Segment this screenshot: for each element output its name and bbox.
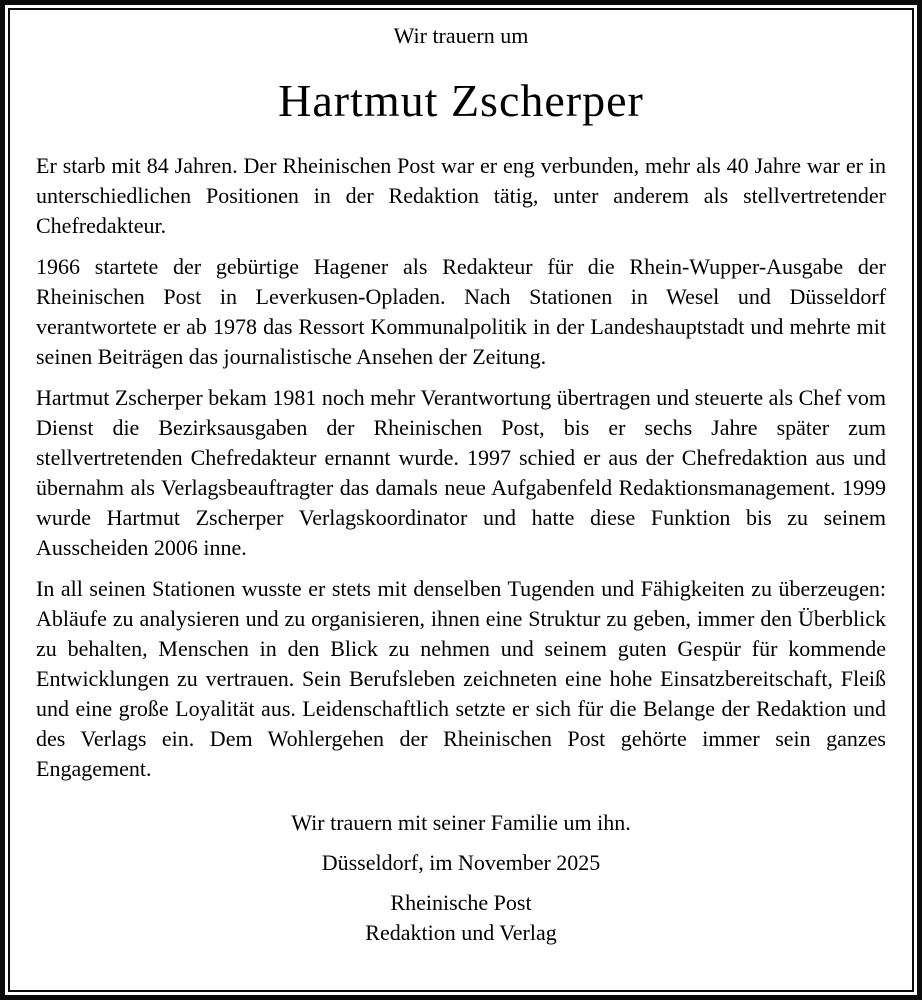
deceased-name: Hartmut Zscherper — [278, 75, 644, 126]
obituary-paragraph: 1966 startete der gebürtige Hagener als Redakteur für die Rhein-Wupper-Ausgabe der Rheinischen Post in Leverkusen-Opladen. Nach Stationen in Wesel und Düsseldorf verantwortete er ab 1978 das Ressort Kommunalpolitik in der Landeshauptstadt und mehrte mit seinen Beiträgen das journalistische Ansehen der Zeitung. — [36, 254, 886, 369]
dateline: Düsseldorf, im November 2025 — [321, 850, 601, 875]
signature-organization: Rheinische Post — [390, 890, 532, 915]
closing-line: Wir trauern mit seiner Familie um ihn. — [291, 810, 631, 835]
signature-department: Redaktion und Verlag — [365, 920, 557, 945]
obituary-paragraph: Er starb mit 84 Jahren. Der Rheinischen Post war er eng verbunden, mehr als 40 Jahre war er in unterschiedlichen Positionen in der Redaktion tätig, unter anderem als stellvertretender Chefredakteur. — [36, 153, 886, 238]
notice-frame — [8, 8, 914, 992]
obituary-body — [36, 151, 886, 784]
signature-block — [36, 888, 886, 948]
obituary-paragraph: In all seinen Stationen wusste er stets mit denselben Tugenden und Fähigkeiten zu überzeugen: Abläufe zu analysieren und zu organisieren, ihnen eine Struktur zu geben, immer den Überblick zu behalten, Menschen in den Blick zu nehmen und seinem guten Gespür für kommende Entwicklungen zu vertrauen. Sein Berufsleben zeichneten eine hohe Einsatzbereitschaft, Fleiß und eine große Loyalität aus. Leidenschaftlich setzte er sich für die Belange der Redaktion und des Verlags ein. Dem Wohlergehen der Rheinischen Post gehörte immer sein ganzes Engagement. — [36, 576, 886, 781]
mourning-intro: Wir trauern um — [393, 23, 529, 48]
obituary-paragraph: Hartmut Zscherper bekam 1981 noch mehr Verantwortung übertragen und steuerte als Chef vom Dienst die Bezirksausgaben der Rheinischen Post, bis er sechs Jahre später zum stellvertretenden Chefredakteur ernannt wurde. 1997 schied er aus der Chefredaktion aus und übernahm als Verlagsbeauftragter das damals neue Aufgabenfeld Redaktionsmanagement. 1999 wurde Hartmut Zscherper Verlagskoordinator und hatte diese Funktion bis zu seinem Ausscheiden 2006 inne. — [36, 385, 886, 560]
